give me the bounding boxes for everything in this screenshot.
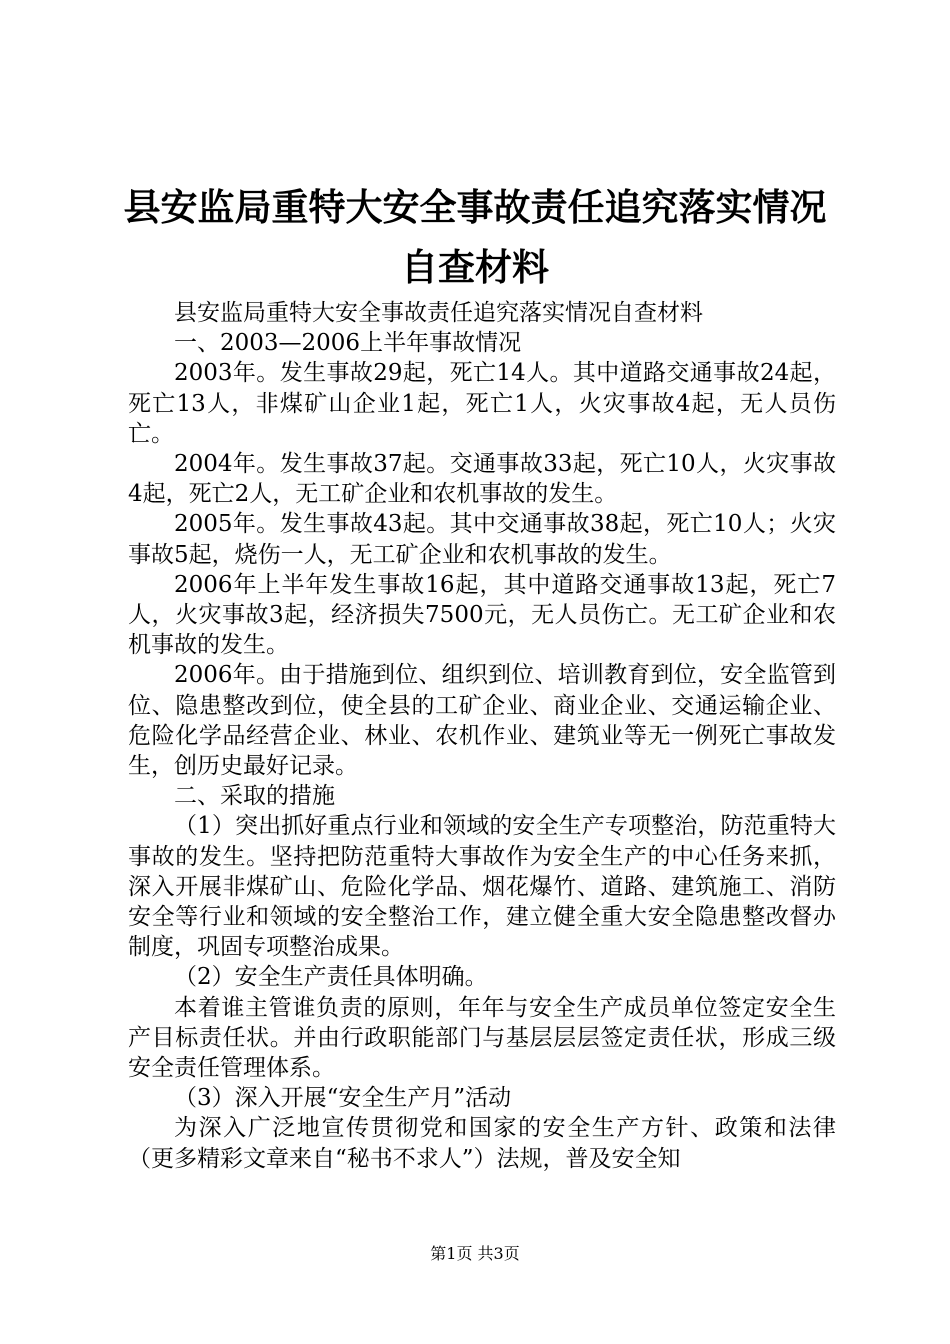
paragraph-2006: 2006年。由于措施到位、组织到位、培训教育到位，安全监管到位、隐患整改到位，使全县的工矿企业、商业企业、交通运输企业、危险化学品经营企业、林业、农机作业、建筑业等无一例死亡事故发生，创历史最好记录。 <box>128 662 836 780</box>
document-body <box>128 298 836 1174</box>
page-footer: 第1页 共3页 <box>430 1244 520 1263</box>
paragraph-2003: 2003年。发生事故29起，死亡14人。其中道路交通事故24起，死亡13人，非煤矿山企业1起，死亡1人，火灾事故4起，无人员伤亡。 <box>128 360 836 447</box>
paragraph-2006-first-half: 2006年上半年发生事故16起，其中道路交通事故13起，死亡7人，火灾事故3起，经济损失7500元，无人员伤亡。无工矿企业和农机事故的发生。 <box>128 571 836 659</box>
paragraph-measure-1: （1）突出抓好重点行业和领域的安全生产专项整治，防范重特大事故的发生。坚持把防范重特大事故作为安全生产的中心任务来抓，深入开展非煤矿山、危险化学品、烟花爆竹、道路、建筑施工、消防安全等行业和领域的安全整治工作，建立健全重大安全隐患整改督办制度，巩固专项整治成果。 <box>128 813 836 961</box>
section-heading-2: 二、采取的措施 <box>174 783 335 810</box>
paragraph-2005: 2005年。发生事故43起。其中交通事故38起，死亡10人；火灾事故5起，烧伤一人，无工矿企业和农机事故的发生。 <box>128 511 836 568</box>
paragraph-2004: 2004年。发生事故37起。交通事故33起，死亡10人，火灾事故4起，死亡2人，无工矿企业和农机事故的发生。 <box>128 451 836 508</box>
paragraph-measure-3-detail: 为深入广泛地宣传贯彻党和国家的安全生产方针、政策和法律（更多精彩文章来自“秘书不求人”）法规，普及安全知 <box>128 1115 836 1172</box>
paragraph-subtitle: 县安监局重特大安全事故责任追究落实情况自查材料 <box>174 300 703 326</box>
section-heading-1: 一、2003—2006上半年事故情况 <box>174 330 522 357</box>
paragraph-measure-3: （3）深入开展“安全生产月”活动 <box>174 1085 512 1112</box>
paragraph-measure-2: （2）安全生产责任具体明确。 <box>174 964 488 991</box>
paragraph-measure-2-detail: 本着谁主管谁负责的原则，年年与安全生产成员单位签定安全生产目标责任状。并由行政职能部门与基层层层签定责任状，形成三级安全责任管理体系。 <box>128 994 836 1082</box>
document-title: 县安监局重特大安全事故责任追究落实情况自查材料 <box>123 186 827 289</box>
